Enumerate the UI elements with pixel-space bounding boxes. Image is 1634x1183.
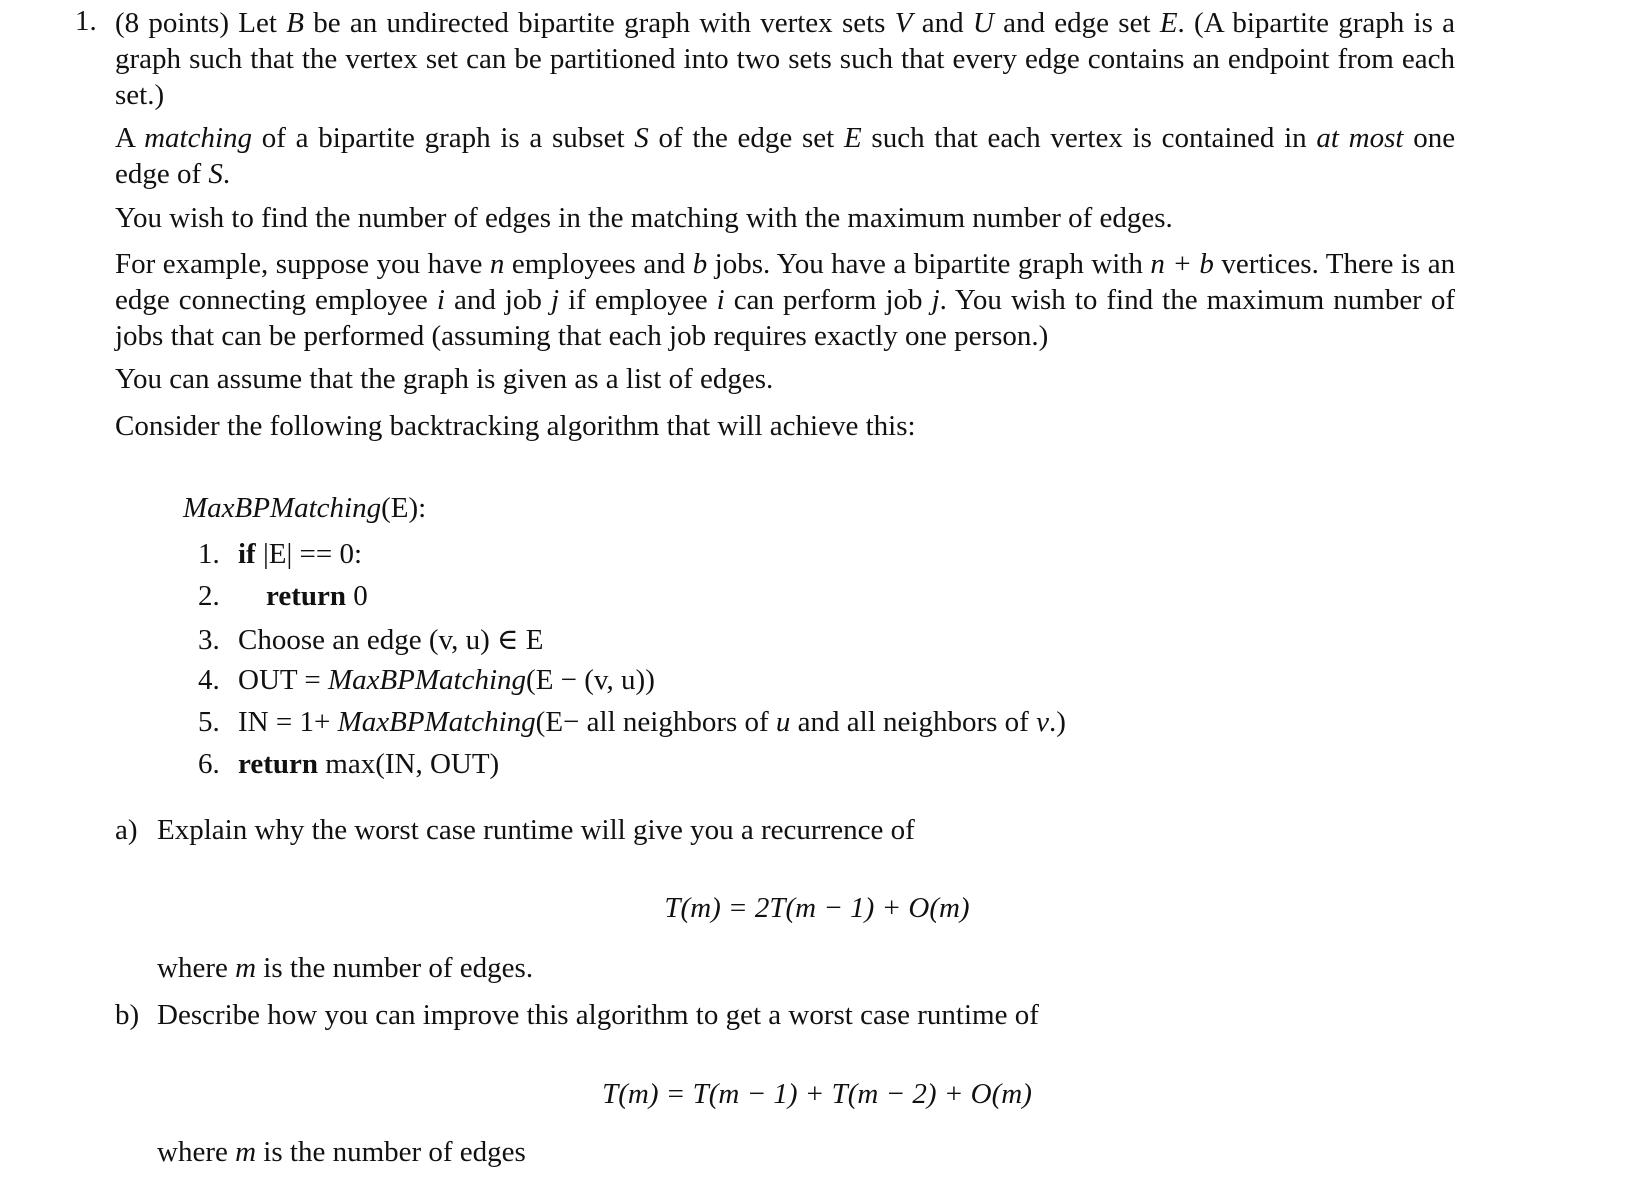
example-paragraph: For example, suppose you have n employees and b jobs. You have a bipartite graph with n + b vertices. There is an edge connecting employee i and job j if employee i can perform job j. You wish to find the maximum number of jobs that can be performed (assuming that each job requires exactly one person.) [115, 248, 1456, 352]
part-b-label: b) [115, 999, 140, 1031]
algorithm-line-3: 3. Choose an edge (v, u) ∈ E [198, 624, 544, 656]
part-a-label: a) [115, 814, 138, 846]
algorithm-line-1: 1. if |E| == 0: [198, 538, 363, 570]
algorithm-line-2: 2. return 0 [198, 580, 368, 612]
question-number: 1. [75, 5, 97, 37]
part-b-where: where m is the number of edges [157, 1136, 526, 1168]
goal-text: You wish to find the number of edges in the matching with the maximum number of edges. [115, 202, 1173, 234]
consider-text: Consider the following backtracking algorithm that will achieve this: [115, 410, 916, 442]
part-a-text: Explain why the worst case runtime will give you a recurrence of [157, 814, 915, 846]
algorithm-title: MaxBPMatching(E): [183, 492, 427, 524]
algorithm-line-5: 5. IN = 1+ MaxBPMatching(E− all neighbors of u and all neighbors of v.) [198, 706, 1066, 738]
matching-definition: A matching of a bipartite graph is a subset S of the edge set E such that each vertex is contained in at most one edge of S. [115, 122, 1456, 190]
part-a-where: where m is the number of edges. [157, 952, 534, 984]
part-b-equation: T(m) = T(m − 1) + T(m − 2) + O(m) [602, 1078, 1032, 1110]
part-b-text: Describe how you can improve this algorithm to get a worst case runtime of [157, 999, 1039, 1031]
points-label: (8 points) [115, 7, 229, 39]
algorithm-line-6: 6. return max(IN, OUT) [198, 748, 500, 780]
algorithm-line-4: 4. OUT = MaxBPMatching(E − (v, u)) [198, 664, 655, 696]
part-a-equation: T(m) = 2T(m − 1) + O(m) [664, 892, 970, 924]
assume-text: You can assume that the graph is given as a list of edges. [115, 363, 774, 395]
question-intro: (8 points) Let B be an undirected bipartite graph with vertex sets V and U and edge set E. (A bipartite graph is a graph such that the vertex set can be partitioned into two sets such that every edge contains an endpoint from each set.) [115, 7, 1456, 111]
